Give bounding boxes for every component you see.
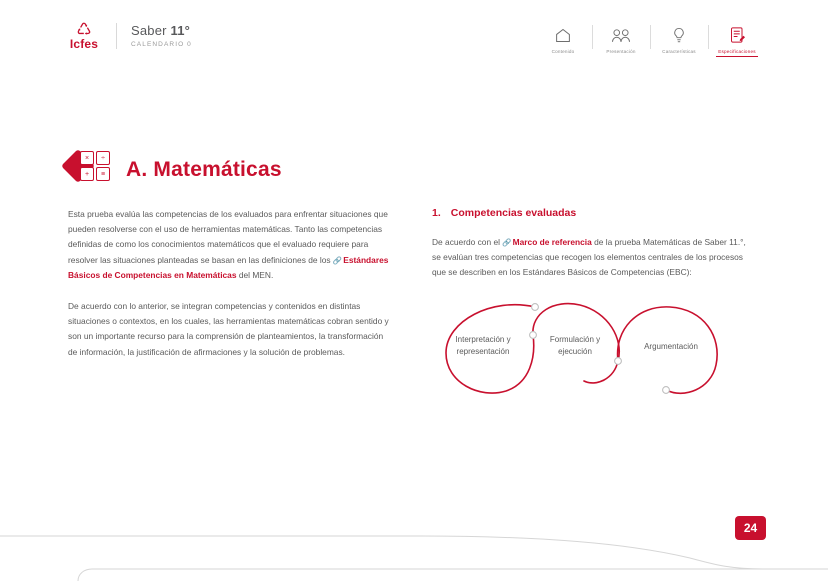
nav-label-caracteristicas: Características bbox=[662, 49, 696, 54]
math-grid-icon bbox=[66, 148, 112, 192]
header-nav bbox=[534, 24, 766, 54]
brand-block bbox=[66, 22, 192, 50]
link-icon: 🔗 bbox=[332, 255, 343, 265]
badge-cell-2: ÷ bbox=[96, 151, 110, 165]
nav-item-especificaciones[interactable] bbox=[708, 24, 766, 54]
subsection-number: 1. bbox=[432, 207, 441, 219]
section-title-block bbox=[66, 148, 282, 192]
document-pencil-icon bbox=[710, 24, 764, 46]
marco-de-referencia-link[interactable]: Marco de referencia bbox=[512, 237, 592, 247]
nav-item-contenido[interactable] bbox=[534, 24, 592, 54]
left-paragraph-2: De acuerdo con lo anterior, se integran competencias y contenidos en distintas situaciones o contextos, en los cuales, las herramientas matemáticas cobran sentido y son un importante recurso para la comprensión de planteamientos, la transformación de información, la justificación de afirmaciones y la solución de problemas. bbox=[68, 301, 389, 357]
link-icon: 🔗 bbox=[502, 238, 512, 247]
badge-cell-4: ≡ bbox=[96, 167, 110, 181]
page-title: A. Matemáticas bbox=[126, 158, 282, 181]
nav-label-especificaciones: Especificaciones bbox=[718, 49, 756, 54]
nav-item-presentacion[interactable] bbox=[592, 24, 650, 54]
icfes-logo bbox=[66, 22, 102, 50]
brand-title bbox=[131, 24, 192, 39]
icfes-logo-text: Icfes bbox=[69, 37, 99, 51]
home-icon bbox=[536, 24, 590, 46]
subsection-title: Competencias evaluadas bbox=[450, 207, 577, 219]
brand-title-bold: 11° bbox=[170, 22, 191, 38]
brand-title-prefix: Saber bbox=[131, 22, 171, 38]
competencia-label-3: Argumentación bbox=[644, 341, 698, 351]
competencia-label-1: Interpretación y representación bbox=[455, 334, 511, 356]
icfes-shield-icon: ♺ bbox=[76, 20, 92, 39]
people-icon bbox=[594, 24, 648, 46]
brand-titles bbox=[131, 24, 192, 48]
footer-decoration bbox=[0, 524, 828, 584]
right-column bbox=[432, 207, 752, 410]
subsection-heading bbox=[432, 207, 752, 219]
nav-label-presentacion: Presentación bbox=[606, 49, 636, 54]
page-number-badge: 24 bbox=[735, 516, 766, 540]
brand-subtitle: CALENDARIO 0 bbox=[131, 40, 192, 48]
left-column bbox=[68, 207, 390, 374]
left-paragraph-1-text-a: Esta prueba evalúa las competencias de los evaluados para enfrentar situaciones que pueden resolverse con el uso de herramientas matemáticas. Tanto las competencias definidas de como los conocimientos matemáticos que el evaluado requiere para resolver las situaciones planteadas se basan en las definiciones de los bbox=[68, 209, 388, 265]
left-paragraph-1 bbox=[68, 207, 390, 283]
badge-cell-3: + bbox=[80, 167, 94, 181]
brand-divider bbox=[116, 23, 117, 49]
left-paragraph-1-text-b: del MEN. bbox=[236, 269, 274, 280]
badge-cell-1: × bbox=[80, 151, 94, 165]
lightbulb-icon bbox=[652, 24, 706, 46]
right-paragraph-1 bbox=[432, 235, 752, 281]
nav-item-caracteristicas[interactable] bbox=[650, 24, 708, 54]
right-paragraph-text-b: de la prueba Matemáticas de Saber 11.°, se evalúan tres competencias que recogen los elementos centrales de los procesos que se describen en los Estándares Básicos de Competencias (EBC): bbox=[432, 237, 746, 278]
nav-active-underline bbox=[716, 56, 758, 58]
badge-grid bbox=[80, 151, 110, 181]
competencia-label-2: Formulación y ejecución bbox=[549, 334, 601, 356]
nav-label-contenido: Contenido bbox=[551, 49, 575, 54]
page-header bbox=[0, 0, 828, 66]
competencias-loop-diagram bbox=[432, 295, 754, 410]
estandares-basicos-link[interactable]: Estándares Básicos de Competencias en Matemáticas bbox=[68, 254, 389, 280]
right-paragraph-text-a: De acuerdo con el bbox=[432, 237, 503, 247]
